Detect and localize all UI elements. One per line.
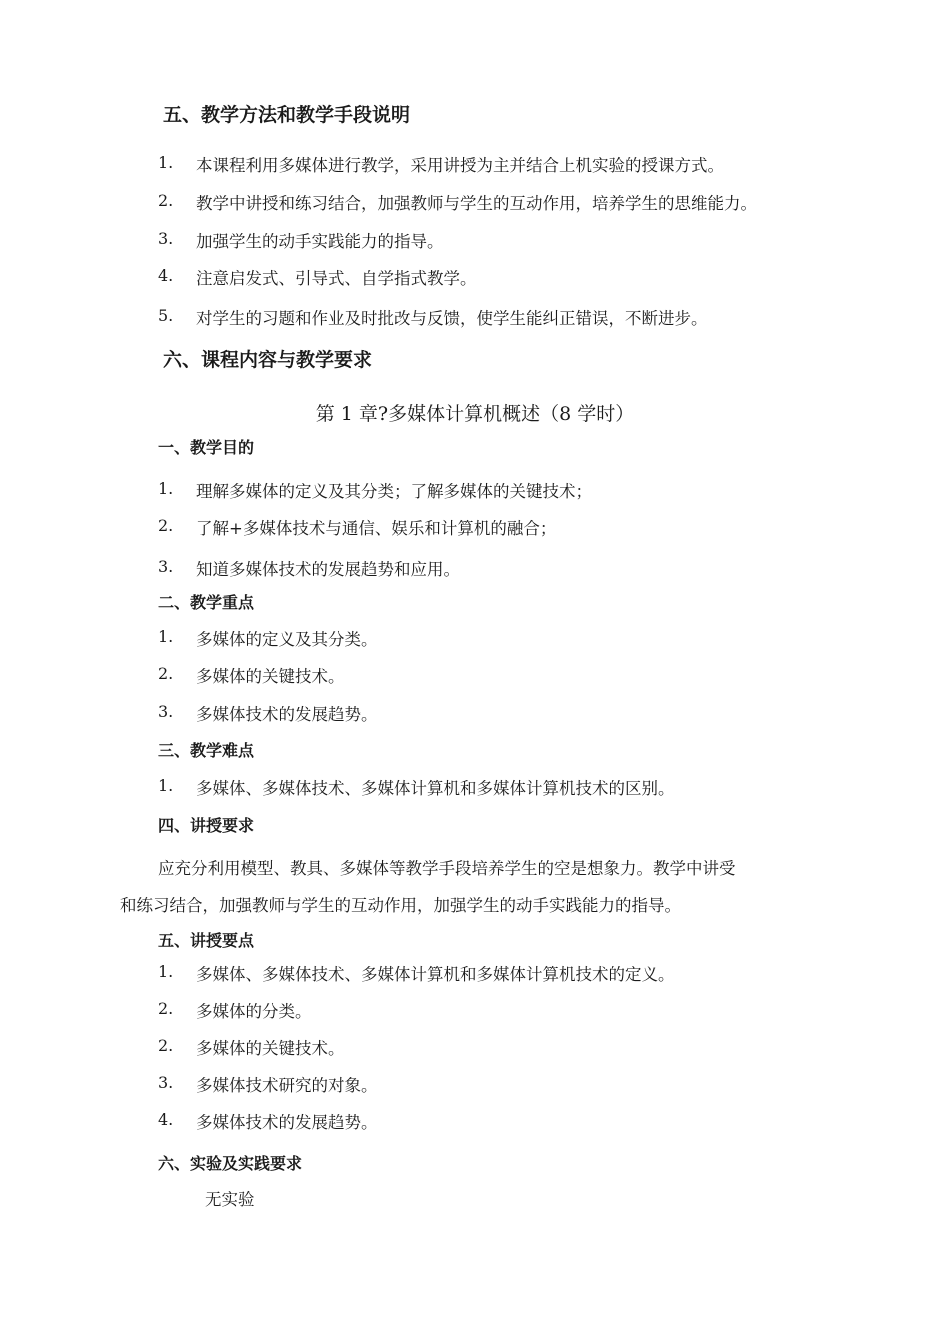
section6-title: 六、课程内容与教学要求 — [163, 349, 373, 371]
difficulties-heading: 三、教学难点 — [158, 741, 255, 760]
list-item-number: 1. — [158, 627, 174, 646]
list-item-text: 对学生的习题和作业及时批改与反馈，使学生能纠正错误，不断进步。 — [196, 309, 708, 328]
list-item-text: 理解多媒体的定义及其分类；了解多媒体的关键技术； — [196, 482, 592, 501]
list-item-number: 1. — [158, 776, 174, 795]
list-item-text: 注意启发式、引导式、自学指式教学。 — [196, 269, 477, 288]
list-item-number: 4. — [158, 1110, 174, 1129]
list-item-text: 多媒体技术的发展趋势。 — [196, 705, 378, 724]
key-points-heading: 二、教学重点 — [158, 593, 255, 612]
chapter-title: 第 1 章?多媒体计算机概述（8 学时） — [315, 403, 635, 425]
list-item-text: 多媒体的关键技术。 — [196, 667, 345, 686]
list-item-number: 1. — [158, 153, 174, 172]
list-item-number: 2. — [158, 516, 174, 535]
list-item-number: 3. — [158, 229, 174, 248]
requirements-paragraph-line2: 和练习结合，加强教师与学生的互动作用，加强学生的动手实践能力的指导。 — [120, 896, 681, 915]
section5-title: 五、教学方法和教学手段说明 — [163, 104, 411, 126]
requirements-paragraph-line1: 应充分利用模型、教具、多媒体等教学手段培养学生的空是想象力。教学中讲受 — [158, 859, 736, 878]
list-item-text: 教学中讲授和练习结合，加强教师与学生的互动作用，培养学生的思维能力。 — [196, 194, 757, 213]
list-item-number: 2. — [158, 999, 174, 1018]
list-item-text: 多媒体、多媒体技术、多媒体计算机和多媒体计算机技术的区别。 — [196, 779, 675, 798]
practice-heading: 六、实验及实践要求 — [158, 1154, 303, 1173]
list-item-text: 多媒体的分类。 — [196, 1002, 312, 1021]
list-item-number: 1. — [158, 479, 174, 498]
list-item-text: 知道多媒体技术的发展趋势和应用。 — [196, 560, 460, 579]
list-item-text: 了解+多媒体技术与通信、娱乐和计算机的融合； — [196, 519, 557, 538]
list-item-number: 2. — [158, 191, 174, 210]
list-item-number: 3. — [158, 1073, 174, 1092]
list-item-number: 2. — [158, 1036, 174, 1055]
list-item-text: 本课程利用多媒体进行教学，采用讲授为主并结合上机实验的授课方式。 — [196, 156, 724, 175]
list-item-text: 多媒体、多媒体技术、多媒体计算机和多媒体计算机技术的定义。 — [196, 965, 675, 984]
list-item-text: 多媒体技术的发展趋势。 — [196, 1113, 378, 1132]
list-item-text: 多媒体的定义及其分类。 — [196, 630, 378, 649]
requirements-heading: 四、讲授要求 — [158, 816, 255, 835]
list-item-number: 5. — [158, 306, 174, 325]
practice-text: 无实验 — [205, 1190, 255, 1209]
list-item-text: 加强学生的动手实践能力的指导。 — [196, 232, 444, 251]
list-item-number: 4. — [158, 266, 174, 285]
list-item-number: 1. — [158, 962, 174, 981]
list-item-text: 多媒体的关键技术。 — [196, 1039, 345, 1058]
list-item-number: 3. — [158, 557, 174, 576]
list-item-text: 多媒体技术研究的对象。 — [196, 1076, 378, 1095]
list-item-number: 3. — [158, 702, 174, 721]
lecture-points-heading: 五、讲授要点 — [158, 931, 255, 950]
objectives-heading: 一、教学目的 — [158, 438, 255, 457]
list-item-number: 2. — [158, 664, 174, 683]
